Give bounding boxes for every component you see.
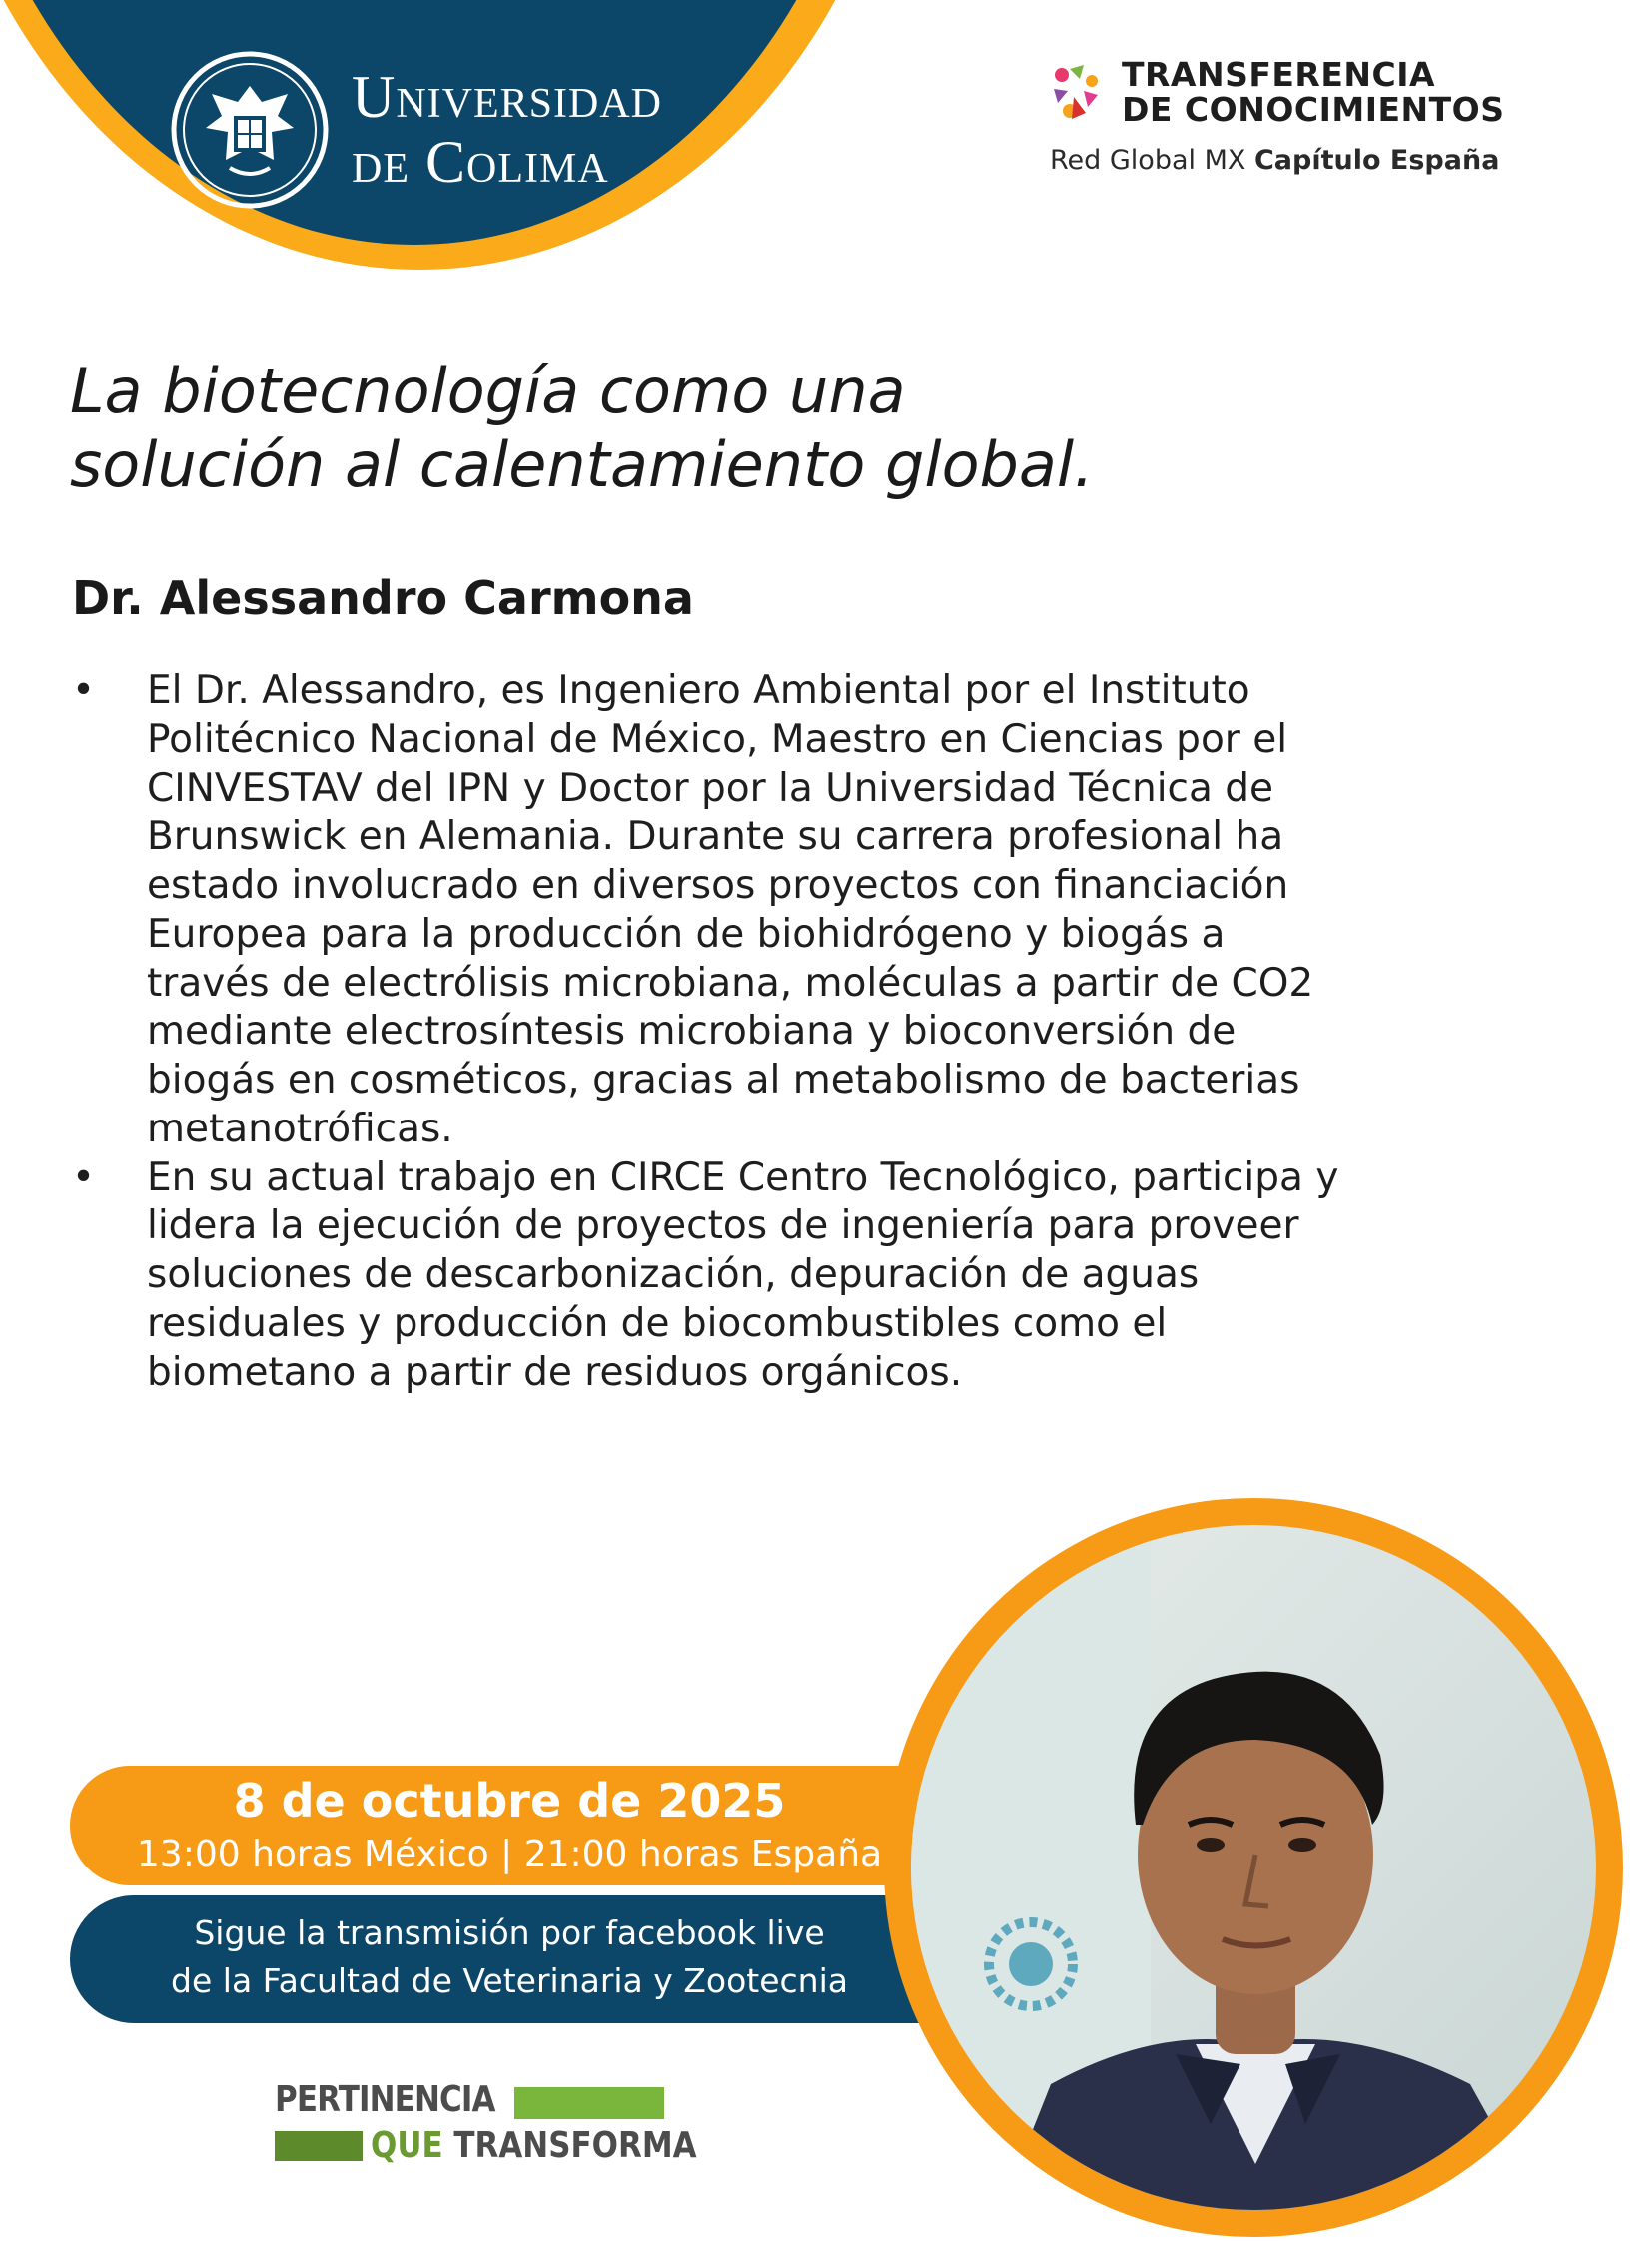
- partner-subtitle-regular: Red Global MX: [1050, 145, 1254, 177]
- bio-line: estado involucrado en diversos proyectos con financiación: [147, 863, 1289, 908]
- talk-title-line1: La biotecnología como una: [70, 355, 906, 427]
- talk-title: [70, 355, 1368, 503]
- bullet: •: [72, 668, 96, 713]
- bio-item-2: [72, 1154, 1570, 1398]
- bio-line: mediante electrosíntesis microbiana y bioconversión de: [147, 1009, 1237, 1055]
- bio-line: biometano a partir de residuos orgánicos.: [147, 1349, 963, 1395]
- bio-line: En su actual trabajo en CIRCE Centro Tecnológico, participa y: [147, 1154, 1339, 1200]
- bio-line: metanotróficas.: [147, 1106, 453, 1151]
- university-logo: [170, 50, 662, 210]
- university-name: [352, 65, 662, 195]
- talk-title-line2: solución al calentamiento global.: [70, 428, 1094, 502]
- bio-item-1-text: [147, 667, 1313, 1154]
- logo-green-bar-bottom: [275, 2131, 363, 2161]
- event-times: 13:00 horas México | 21:00 horas España: [136, 1834, 883, 1874]
- logo-word-que: QUE: [371, 2125, 454, 2166]
- bio-line: Europea para la producción de biohidrógeno y biogás a: [147, 911, 1226, 957]
- bio-line: Politécnico Nacional de México, Maestro en Ciencias por el: [147, 716, 1288, 762]
- bio-line: CINVESTAV del IPN y Doctor por la Universidad Técnica de: [147, 765, 1274, 811]
- partner-subtitle: [1050, 145, 1504, 176]
- bio-item-1: [72, 667, 1570, 1154]
- partner-title: [1122, 55, 1505, 129]
- bio-line: Brunswick en Alemania. Durante su carrera profesional ha: [147, 814, 1284, 860]
- partner-subtitle-bold: Capítulo España: [1253, 145, 1500, 177]
- logo-word-pertinencia: PERTINENCIA: [275, 2079, 495, 2120]
- bio-line: través de electrólisis microbiana, moléculas a partir de CO2: [147, 960, 1314, 1006]
- bio-line: El Dr. Alessandro, es Ingeniero Ambiental por el Instituto: [147, 668, 1250, 713]
- stream-line1: Sigue la transmisión por facebook live: [194, 1913, 825, 1952]
- bio-line: soluciones de descarbonización, depuración de aguas: [147, 1252, 1200, 1297]
- bio-item-2-text: [147, 1154, 1338, 1398]
- bio-line: lidera la ejecución de proyectos de ingeniería para proveer: [147, 1203, 1299, 1249]
- event-date: 8 de octubre de 2025: [233, 1774, 786, 1828]
- university-seal-icon: [170, 50, 330, 210]
- logo-green-bar-top: [514, 2087, 664, 2119]
- colorful-pinwheel-icon: [1044, 61, 1108, 125]
- speaker-portrait-illustration: [911, 1525, 1596, 2210]
- speaker-name: Dr. Alessandro Carmona: [72, 571, 694, 625]
- bio-line: biogás en cosméticos, gracias al metabolismo de bacterias: [147, 1058, 1300, 1103]
- speaker-photo: [911, 1525, 1596, 2210]
- partner-logo: [1044, 55, 1505, 177]
- university-name-line1: Universidad: [352, 64, 662, 131]
- university-name-line2: de Colima: [352, 129, 609, 195]
- pertinencia-logo: [275, 2079, 697, 2169]
- bio-line: residuales y producción de biocombustibles como el: [147, 1300, 1168, 1346]
- stream-line2: de la Facultad de Veterinaria y Zootecnia: [171, 1961, 848, 2000]
- partner-title-line1: TRANSFERENCIA: [1122, 55, 1436, 94]
- partner-title-line2: DE CONOCIMIENTOS: [1122, 89, 1505, 129]
- logo-word-transforma: TRANSFORMA: [453, 2125, 697, 2166]
- logo-word-line2: [371, 2125, 705, 2166]
- speaker-bio: [72, 667, 1570, 1397]
- bullet: •: [72, 1154, 96, 1200]
